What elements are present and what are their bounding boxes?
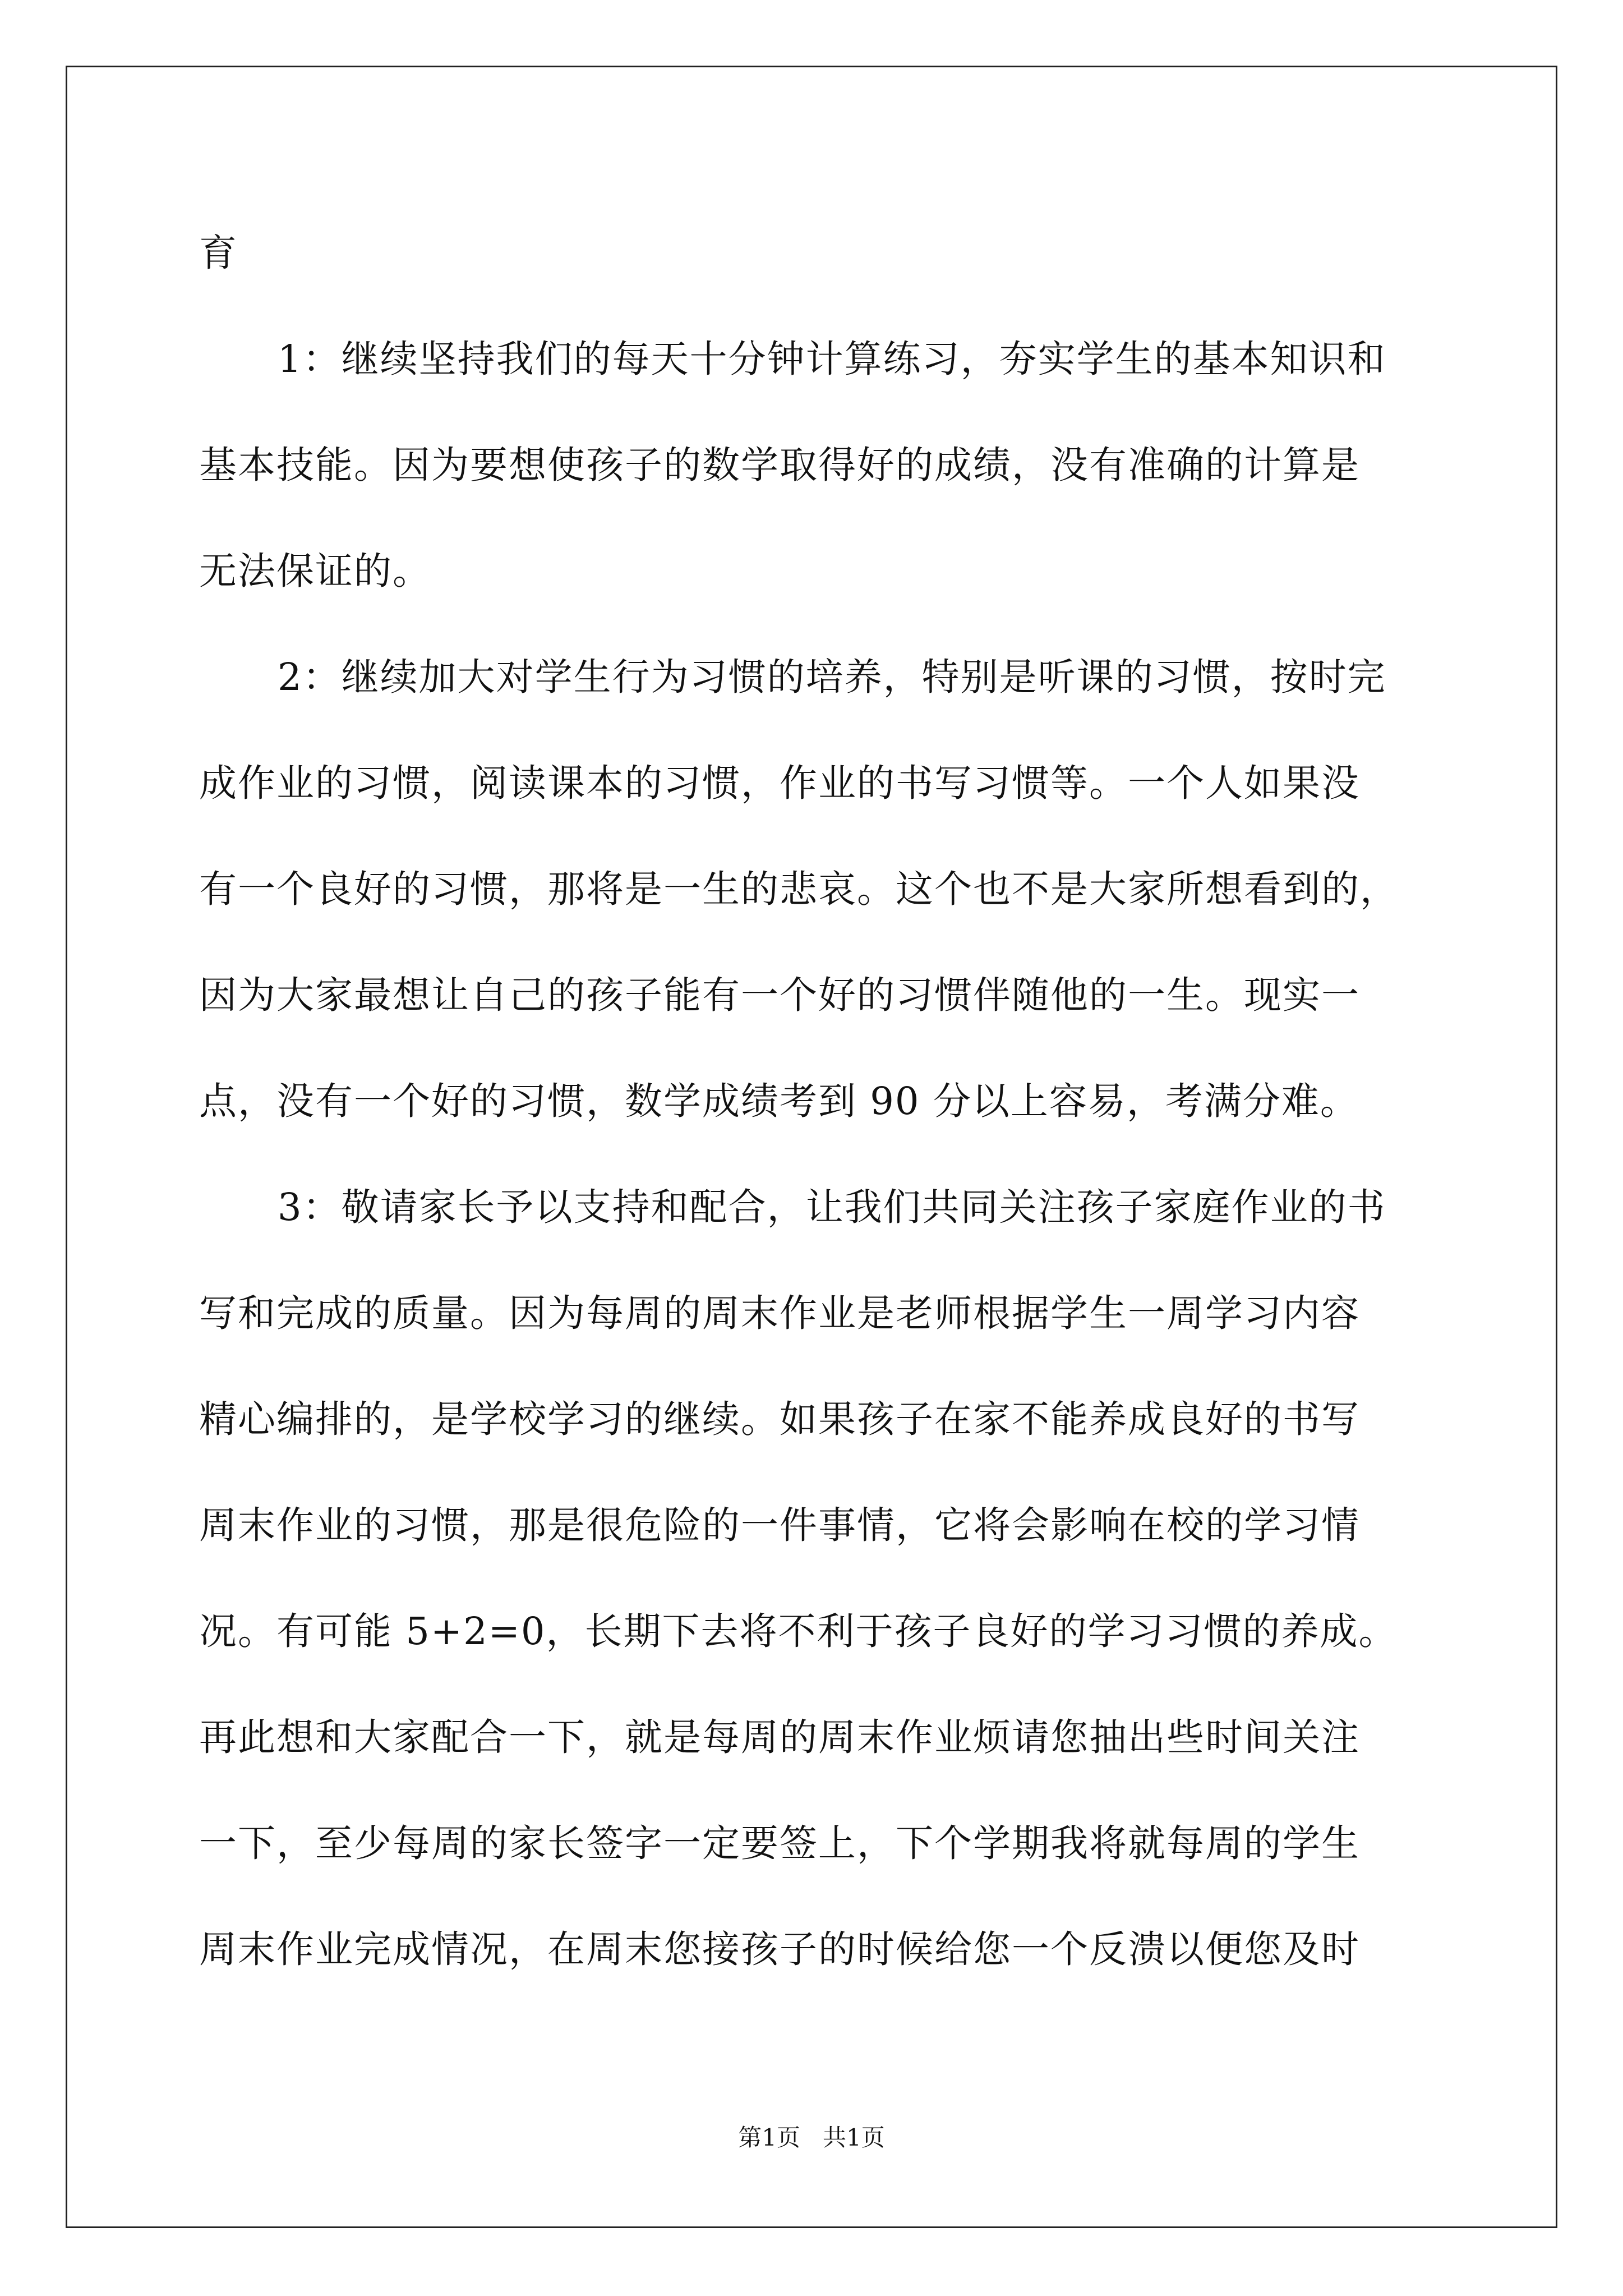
text-line: 点，没有一个好的习惯，数学成绩考到 90 分以上容易，考满分难。 [199, 1079, 1359, 1123]
text-line: 基本技能。因为要想使孩子的数学取得好的成绩，没有准确的计算是 [199, 443, 1360, 487]
text-line: 有一个良好的习惯，那将是一生的悲哀。这个也不是大家所想看到的， [199, 867, 1399, 911]
text-line: 因为大家最想让自己的孩子能有一个好的习惯伴随他的一生。现实一 [199, 973, 1360, 1017]
text-line: 成作业的习惯，阅读课本的习惯，作业的书写习惯等。一个人如果没 [199, 761, 1360, 805]
text-line: 精心编排的，是学校学习的继续。如果孩子在家不能养成良好的书写 [199, 1397, 1360, 1441]
text-line: 一下，至少每周的家长签字一定要签上，下个学期我将就每周的学生 [199, 1821, 1360, 1865]
text-line: 周末作业完成情况，在周末您接孩子的时候给您一个反溃以便您及时 [199, 1927, 1360, 1971]
text-line: 写和完成的质量。因为每周的周末作业是老师根据学生一周学习内容 [199, 1291, 1360, 1335]
page-number-footer: 第1页 共1页 [738, 2124, 885, 2151]
text-line: 育 [199, 231, 238, 275]
page-border [66, 66, 1557, 2228]
text-line: 周末作业的习惯，那是很危险的一件事情，它将会影响在校的学习情 [199, 1503, 1360, 1547]
paragraph-2-line: 2：继续加大对学生行为习惯的培养，特别是听课的习惯，按时完 [278, 655, 1386, 699]
text-line: 无法保证的。 [199, 549, 431, 593]
text-line: 再此想和大家配合一下，就是每周的周末作业烦请您抽出些时间关注 [199, 1715, 1360, 1759]
text-line: 况。有可能 5+2=0，长期下去将不利于孩子良好的学习习惯的养成。 [199, 1609, 1398, 1653]
paragraph-1-line: 1：继续坚持我们的每天十分钟计算练习，夯实学生的基本知识和 [278, 337, 1386, 381]
paragraph-3-line: 3：敬请家长予以支持和配合，让我们共同关注孩子家庭作业的书 [278, 1185, 1386, 1229]
